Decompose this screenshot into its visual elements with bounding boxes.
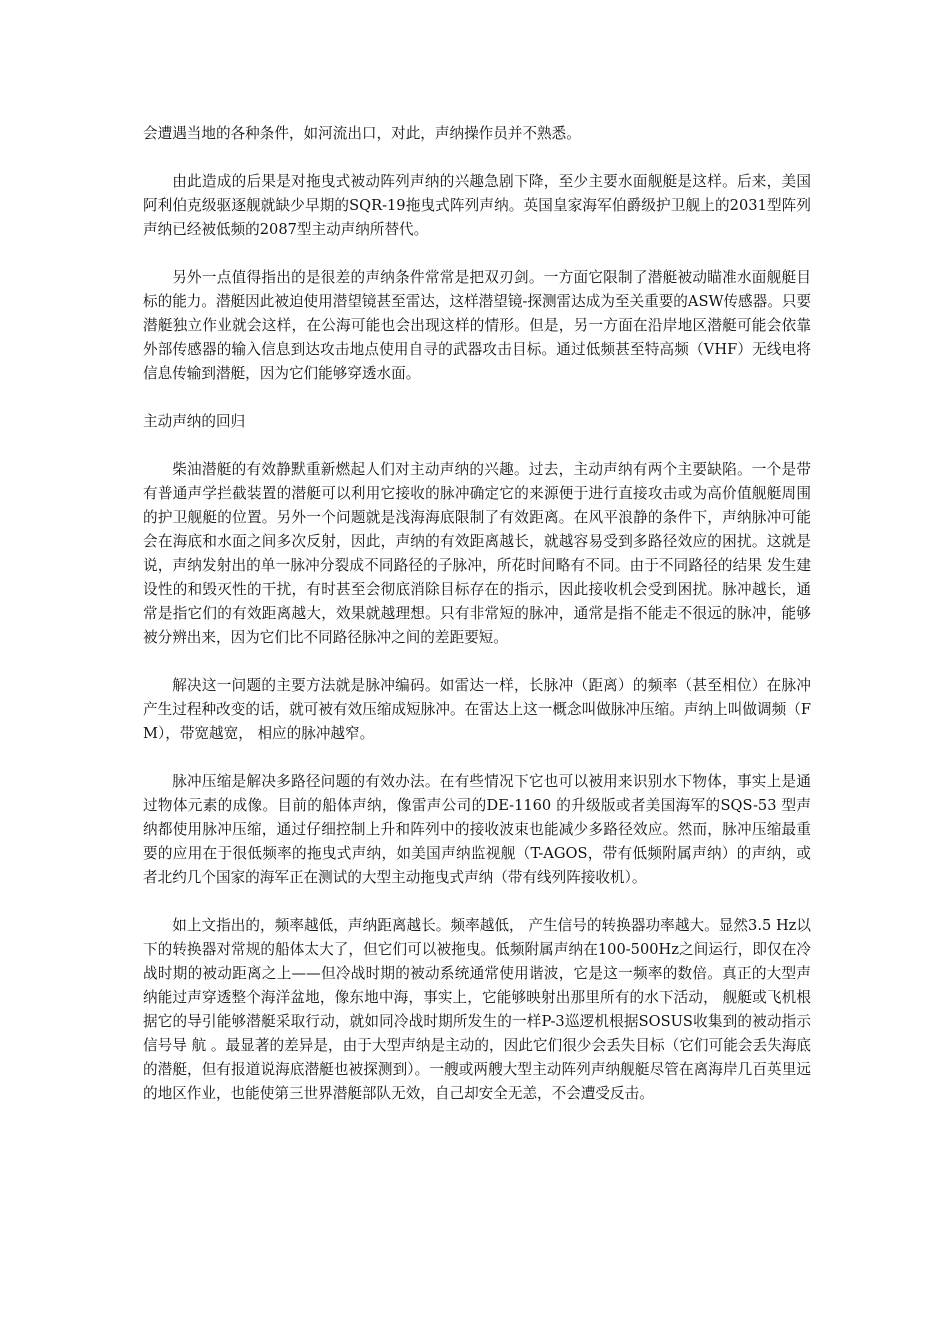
paragraph-2: 由此造成的后果是对拖曳式被动阵列声纳的兴趣急剧下降，至少主要水面舰艇是这样。后来，美国阿利伯克级驱逐舰就缺少早期的SQR-19拖曳式阵列声纳。英国皇家海军伯爵级护卫舰上的2031型阵列声纳已经被低频的2087型主动声纳所替代。: [143, 173, 811, 238]
paragraph-6: 脉冲压缩是解决多路径问题的有效办法。在有些情况下它也可以被用来识别水下物体，事实上是通过物体元素的成像。目前的船体声纳，像雷声公司的DE-1160 的升级版或者美国海军的SQS-53 型声纳都使用脉冲压缩，通过仔细控制上升和阵列中的接收波束也能减少多路径效应。然而，脉冲压缩最重要的应用在于很低频率的拖曳式声纳，如美国声纳监视舰（T-AGOS，带有低频附属声纳）的声纳，或者北约几个国家的海军正在测试的大型主动拖曳式声纳（带有线列阵接收机）。: [143, 773, 811, 886]
paragraph-1: 会遭遇当地的各种条件，如河流出口，对此，声纳操作员并不熟悉。: [143, 125, 581, 142]
paragraph-5: 解决这一问题的主要方法就是脉冲编码。如雷达一样，长脉冲（距离）的频率（甚至相位）在脉冲产生过程种改变的话，就可被有效压缩成短脉冲。在雷达上这一概念叫做脉冲压缩。声纳上叫做调频（FM），带宽越宽， 相应的脉冲越窄。: [143, 677, 811, 742]
paragraph-4: 柴油潜艇的有效静默重新燃起人们对主动声纳的兴趣。过去，主动声纳有两个主要缺陷。一个是带有普通声学拦截装置的潜艇可以利用它接收的脉冲确定它的来源便于进行直接攻击或为高价值舰艇周围的护卫舰艇的位置。另外一个问题就是浅海海底限制了有效距离。在风平浪静的条件下，声纳脉冲可能会在海底和水面之间多次反射，因此，声纳的有效距离越长，就越容易受到多路径效应的困扰。这就是说，声纳发射出的单一脉冲分裂成不同路径的子脉冲，所花时间略有不同。由于不同路径的结果 发生建设性的和毁灭性的干扰，有时甚至会彻底消除目标存在的指示，因此接收机会受到困扰。脉冲越长，通常是指它们的有效距离越大，效果就越理想。只有非常短的脉冲，通常是指不能走不很远的脉冲，能够被分辨出来，因为它们比不同路径脉冲之间的差距要短。: [143, 461, 811, 646]
document-page: [143, 122, 811, 1130]
section-heading: 主动声纳的回归: [143, 413, 246, 430]
paragraph-7: 如上文指出的，频率越低，声纳距离越长。频率越低， 产生信号的转换器功率越大。显然3.5 Hz以下的转换器对常规的船体太大了，但它们可以被拖曳。低频附属声纳在100-500Hz之间运行，即仅在冷战时期的被动距离之上——但冷战时期的被动系统通常使用谐波，它是这一频率的数倍。真正的大型声纳能过声穿透整个海洋盆地，像东地中海，事实上，它能够映射出那里所有的水下活动， 舰艇或飞机根据它的导引能够潜艇采取行动，就如同冷战时期所发生的一样P-3巡逻机根据SOSUS收集到的被动指示信号导 航 。最显著的差异是，由于大型声纳是主动的，因此它们很少会丢失目标（它们可能会丢失海底的潜艇，但有报道说海底潜艇也被探测到）。一艘或两艘大型主动阵列声纳舰艇尽管在离海岸几百英里远的地区作业，也能使第三世界潜艇部队无效，自己却安全无恙，不会遭受反击。: [143, 917, 811, 1102]
paragraph-3: 另外一点值得指出的是很差的声纳条件常常是把双刃剑。一方面它限制了潜艇被动瞄准水面舰艇目标的能力。潜艇因此被迫使用潜望镜甚至雷达，这样潜望镜-探测雷达成为至关重要的ASW传感器。只要潜艇独立作业就会这样，在公海可能也会出现这样的情形。但是，另一方面在沿岸地区潜艇可能会依靠外部传感器的输入信息到达攻击地点使用自寻的武器攻击目标。通过低频甚至特高频（VHF）无线电将 信息传输到潜艇，因为它们能够穿透水面。: [143, 269, 812, 382]
